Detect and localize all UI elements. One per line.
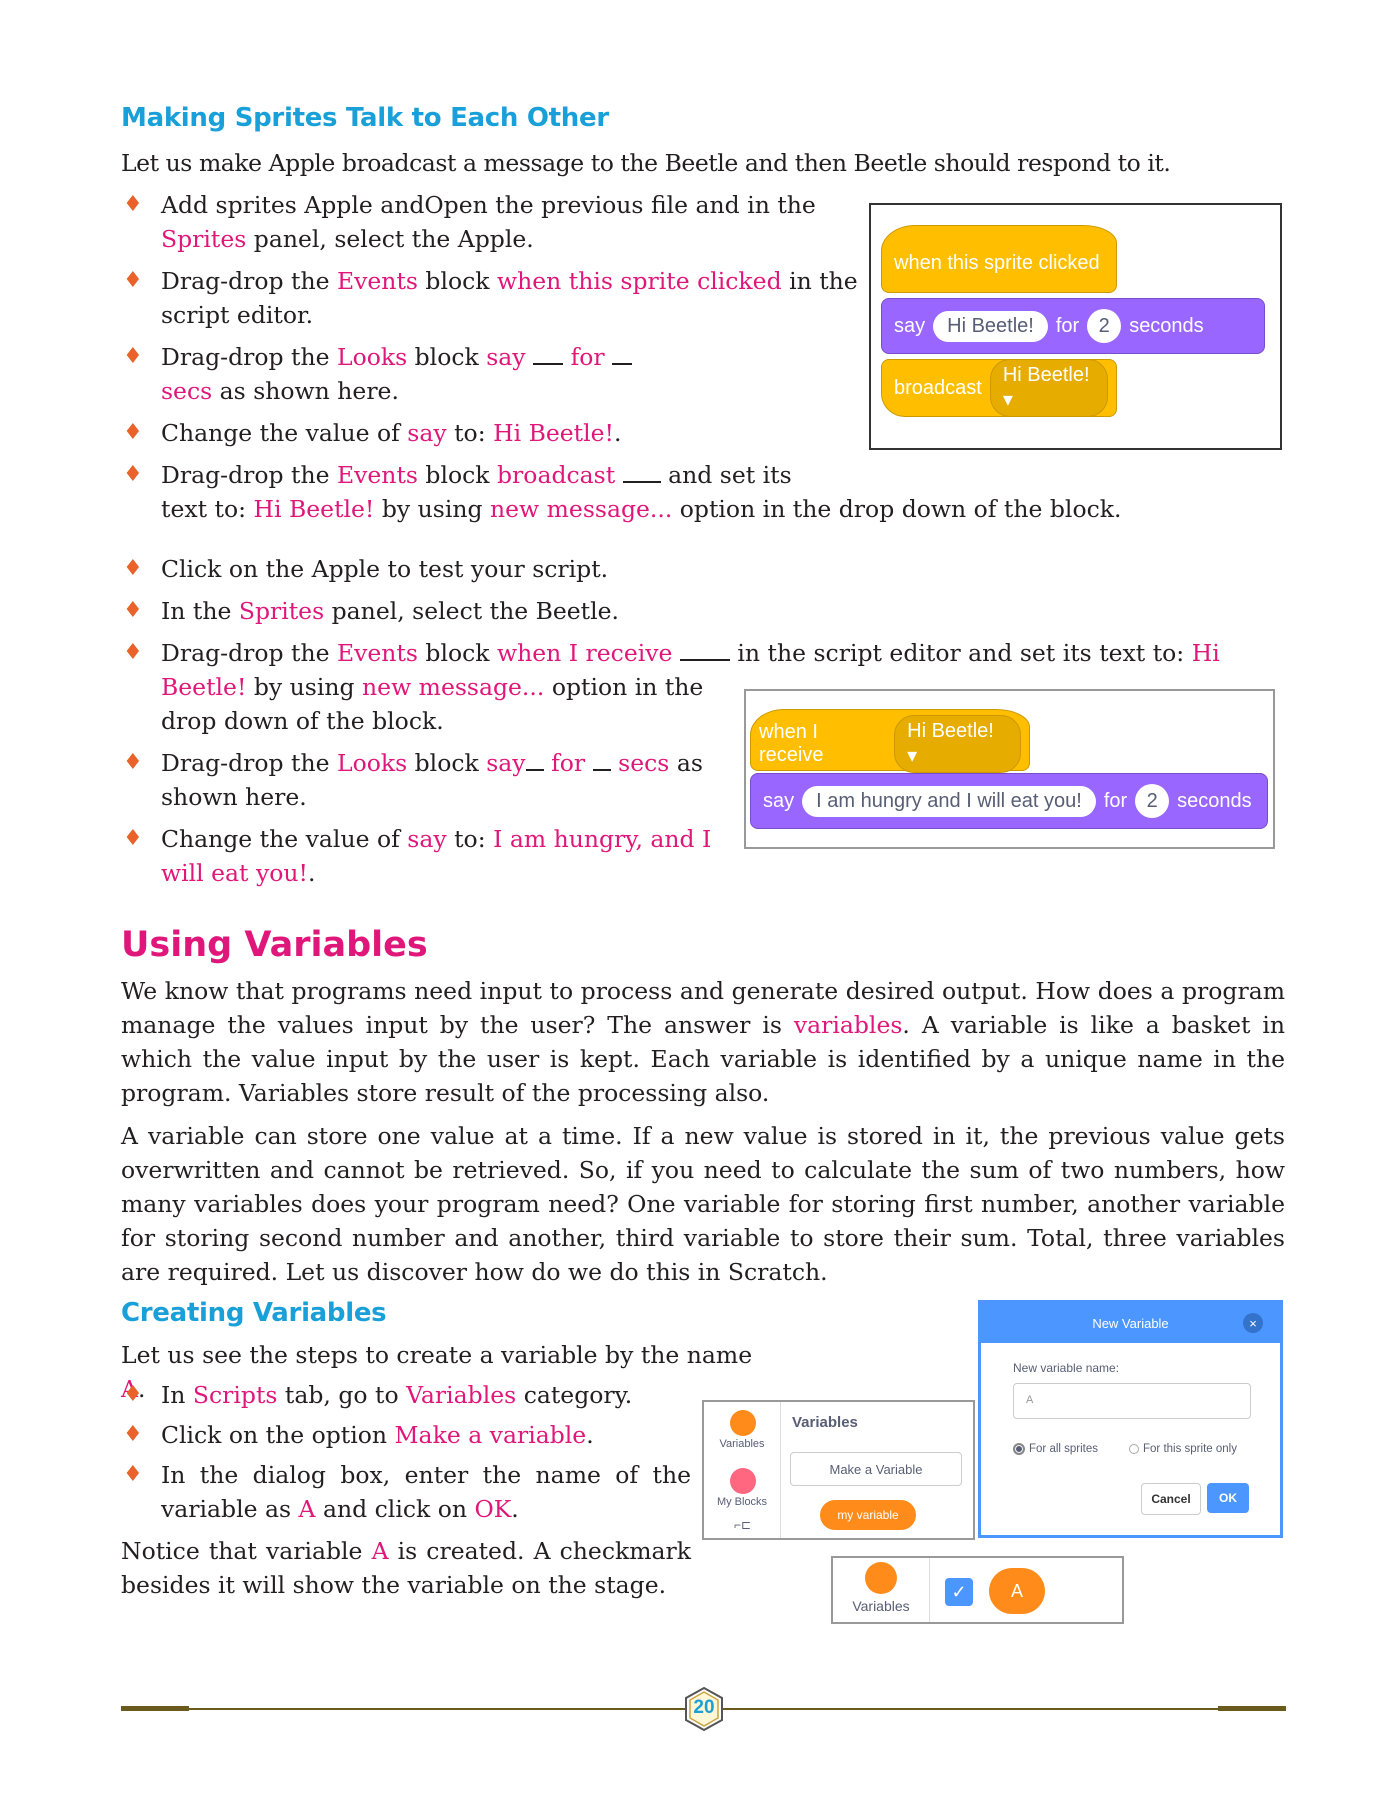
bullet-text: ♦ Add sprites Apple andOpen the previous file and in the Sprites panel, select the Apple. (161, 191, 816, 253)
radio-selected-icon (1013, 1443, 1025, 1455)
variable-name-input[interactable]: A (1013, 1383, 1251, 1419)
list-item: ♦ Change the value of say to: Hi Beetle!. (121, 416, 861, 450)
broadcast-dropdown: Hi Beetle! ▾ (990, 359, 1108, 417)
script-image-apple (869, 203, 1282, 450)
list-item (121, 188, 861, 256)
list-item: ♦ Drag-drop the Events block broadcast and set its text to: Hi Beetle! by using new message... option in the drop down of the block. (121, 458, 1241, 526)
footer-rule-cap-left (121, 1706, 189, 1711)
list-item: ♦ Drag-drop the Events block when this sprite clicked in the script editor. (121, 264, 861, 332)
list-item: ♦ Click on the option Make a variable. (121, 1418, 691, 1452)
say-for-secs-block: say Hi Beetle! for 2 seconds (881, 298, 1265, 354)
list-item: ♦ Change the value of say to: I am hungry, and I will eat you!. (121, 822, 721, 890)
script-image-beetle (744, 689, 1275, 849)
variables-category-dot[interactable] (865, 1562, 897, 1594)
variables-category-dot[interactable] (730, 1410, 756, 1436)
broadcast-block: broadcast Hi Beetle! ▾ (881, 359, 1117, 417)
say-text-input: Hi Beetle! (933, 311, 1048, 342)
say-text-input: I am hungry and I will eat you! (802, 786, 1096, 817)
for-all-sprites-radio[interactable]: For all sprites (1013, 1443, 1098, 1455)
list-item: ♦ Drag-drop the Looks block say for secs as shown here. (121, 340, 681, 408)
variables-category-label[interactable]: Variables (852, 1598, 910, 1614)
intro-paragraph: Let us make Apple broadcast a message to the Beetle and then Beetle should respond to it. (121, 149, 1171, 177)
secs-input: 2 (1135, 784, 1169, 818)
list-item: ♦ Click on the Apple to test your script. (121, 552, 1261, 586)
dialog-title: New Variable (981, 1303, 1280, 1343)
list-item: ♦ In Scripts tab, go to Variables category. (121, 1378, 691, 1412)
section-heading-talk: Making Sprites Talk to Each Other (121, 103, 609, 133)
for-this-sprite-radio[interactable]: For this sprite only (1129, 1443, 1237, 1455)
close-icon[interactable]: × (1243, 1313, 1263, 1333)
cancel-button[interactable]: Cancel (1141, 1483, 1201, 1515)
section-heading-creating: Creating Variables (121, 1298, 387, 1328)
when-sprite-clicked-block: when this sprite clicked (881, 225, 1117, 293)
page-number: 20 (693, 1697, 715, 1718)
make-variable-button[interactable]: Make a Variable (790, 1452, 962, 1486)
myblocks-category-label[interactable]: My Blocks (716, 1496, 768, 1508)
section-heading-variables: Using Variables (121, 925, 428, 965)
variables-category-label[interactable]: Variables (719, 1438, 765, 1450)
checkmark-icon[interactable]: ✓ (945, 1578, 973, 1606)
extension-icon[interactable]: ⌐⊏ (734, 1518, 752, 1532)
list-item: ♦ Drag-drop the Events block when I receive in the script editor and set its text to: Hi Beetle! by using new message... option in the drop down of the block. (121, 636, 1261, 738)
myblocks-category-dot[interactable] (730, 1468, 756, 1494)
list-item: ♦ In the Sprites panel, select the Beetle. (121, 594, 1261, 628)
footer-rule-cap-right (1218, 1706, 1286, 1711)
my-variable-reporter[interactable]: my variable (820, 1500, 916, 1530)
new-variable-dialog (978, 1300, 1283, 1538)
variable-a-reporter[interactable]: A (989, 1568, 1045, 1614)
receive-dropdown: Hi Beetle! ▾ (894, 715, 1021, 773)
creating-intro: Let us see the steps to create a variable by the name A. (121, 1341, 753, 1403)
variables-paragraph-1: We know that programs need input to process and generate desired output. How does a program manage the values input by the user? The answer is variables. A variable is like a basket in which the value input by the user is kept. Each variable is identified by a unique name in the program. Variables store result of the processing also. (121, 977, 1285, 1107)
when-i-receive-block: when I receive Hi Beetle! ▾ (750, 709, 1030, 771)
secs-input: 2 (1087, 309, 1121, 343)
variable-name-label: New variable name: (1013, 1361, 1120, 1375)
category-column (704, 1402, 781, 1538)
variable-created-strip (831, 1556, 1124, 1624)
checkmark-note: Notice that variable A is created. A checkmark besides it will show the variable on the stage. (121, 1537, 691, 1599)
radio-unselected-icon (1129, 1444, 1139, 1454)
palette-heading: Variables (792, 1414, 858, 1431)
say-for-secs-block: say I am hungry and I will eat you! for 2 seconds (750, 773, 1268, 829)
list-item: ♦ In the dialog box, enter the name of the variable as A and click on OK. (121, 1458, 691, 1526)
list-item: ♦ Drag-drop the Looks block say for secs as shown here. (121, 746, 721, 814)
steps-list-create (121, 1378, 691, 1534)
variables-paragraph-2: A variable can store one value at a time. If a new value is stored in it, the previous value gets overwritten and cannot be retrieved. So, if you need to calculate the sum of two numbers, how many variables does your program need? One variable for storing first number, another variable for storing second number and another, third variable to store their sum. Total, three variables are required. Let us discover how do we do this in Scratch. (121, 1122, 1285, 1286)
ok-button[interactable]: OK (1207, 1483, 1249, 1513)
variables-palette (702, 1400, 975, 1540)
